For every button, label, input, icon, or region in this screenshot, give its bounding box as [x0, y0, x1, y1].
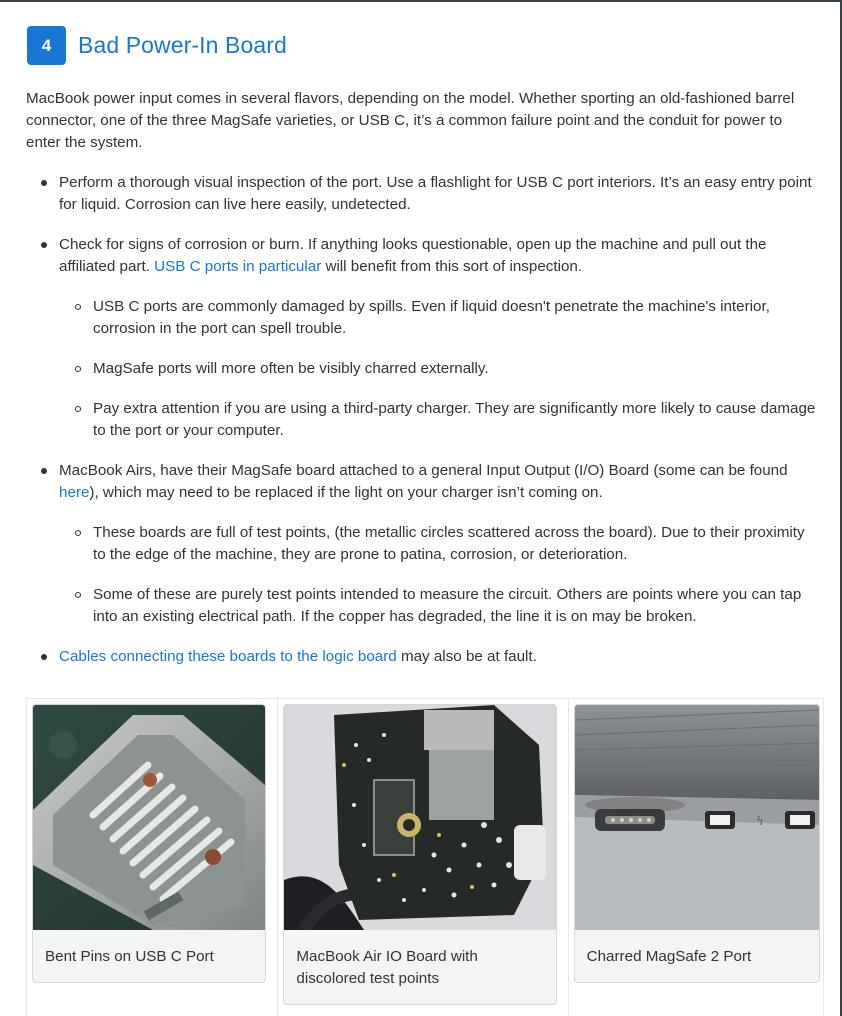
- gallery-column: [27, 699, 278, 1016]
- sub-bullet-test-points: [59, 522, 816, 566]
- step-header: [27, 26, 287, 65]
- bullet-cables: [26, 646, 816, 668]
- charred-magsafe-photo[interactable]: [575, 705, 819, 930]
- cables-logic-board-link[interactable]: Cables connecting these boards to the logic board: [59, 648, 397, 665]
- sub-bullet-text: Some of these are purely test points intended to measure the circuit. Others are points where you can tap into an existing electrical path. If the copper has degraded, the line it is on may be broken.: [93, 586, 802, 625]
- bullet-visual-inspection: [26, 172, 816, 216]
- gallery-card-magsafe[interactable]: [574, 704, 820, 983]
- gallery-caption: Bent Pins on USB C Port: [45, 948, 214, 965]
- gallery-caption: MacBook Air IO Board with discolored test points: [296, 948, 478, 987]
- gallery-column: [278, 699, 568, 1016]
- bullet-text: MacBook Airs, have their MagSafe board attached to a general Input Output (I/O) Board (some can be found: [59, 462, 788, 479]
- bullet-text: Perform a thorough visual inspection of the port. Use a flashlight for USB C port interiors. It’s an easy entry point for liquid. Corrosion can live here easily, undetected.: [59, 174, 812, 213]
- sub-bullet-third-party-charger: [59, 398, 816, 442]
- sub-bullet-text: MagSafe ports will more often be visibly charred externally.: [93, 360, 489, 377]
- svg-text:ϟ: ϟ: [755, 814, 764, 828]
- usb-c-bent-pins-photo[interactable]: [33, 705, 265, 930]
- gallery-card-usb-c-pins[interactable]: [32, 704, 266, 983]
- step-number-badge: 4: [27, 26, 66, 65]
- step-title: Bad Power-In Board: [78, 32, 287, 58]
- bullet-macbook-airs-io-board: [26, 460, 816, 628]
- window-top-border: [0, 0, 842, 2]
- bullet-text: may also be at fault.: [396, 648, 537, 665]
- sub-bullet-usb-c-spills: [59, 296, 816, 340]
- io-board-here-link[interactable]: here: [59, 484, 90, 501]
- usb-c-ports-link[interactable]: USB C ports in particular: [154, 258, 322, 275]
- intro-paragraph: MacBook power input comes in several flavors, depending on the model. Whether sporting an old-fashioned barrel connector, one of the three MagSafe varieties, or USB C, it’s a common failure point and the conduit for power to enter the system.: [26, 90, 795, 151]
- bullet-text: Check for signs of corrosion or burn. If anything looks questionable, open up the machine and pull out the affiliated part.: [59, 236, 767, 275]
- gallery-caption: Charred MagSafe 2 Port: [586, 948, 752, 965]
- sub-bullet-list: [59, 522, 816, 628]
- gallery-card-io-board[interactable]: [283, 704, 557, 1005]
- sub-bullet-list: [59, 296, 816, 442]
- bullet-list: [26, 172, 816, 668]
- sub-bullet-copper-degraded: [59, 584, 816, 628]
- sub-bullet-text: Pay extra attention if you are using a third-party charger. They are significantly more likely to cause damage to the port or your computer.: [93, 400, 816, 439]
- bullet-text: ), which may need to be replaced if the light on your charger isn’t coming on.: [89, 484, 603, 501]
- sub-bullet-text: USB C ports are commonly damaged by spills. Even if liquid doesn't penetrate the machine's interior, corrosion in the port can spell trouble.: [93, 298, 770, 337]
- io-board-photo[interactable]: [284, 705, 556, 930]
- step-content: [26, 88, 816, 686]
- sub-bullet-magsafe-charred: [59, 358, 816, 380]
- bullet-corrosion-check: [26, 234, 816, 442]
- image-gallery: [26, 698, 824, 1016]
- sub-bullet-text: These boards are full of test points, (the metallic circles scattered across the board). Due to their proximity to the edge of the machine, they are prone to patina, corrosion, or deterioration.: [93, 524, 805, 563]
- gallery-column: [569, 699, 823, 1016]
- bullet-text: will benefit from this sort of inspection.: [321, 258, 583, 275]
